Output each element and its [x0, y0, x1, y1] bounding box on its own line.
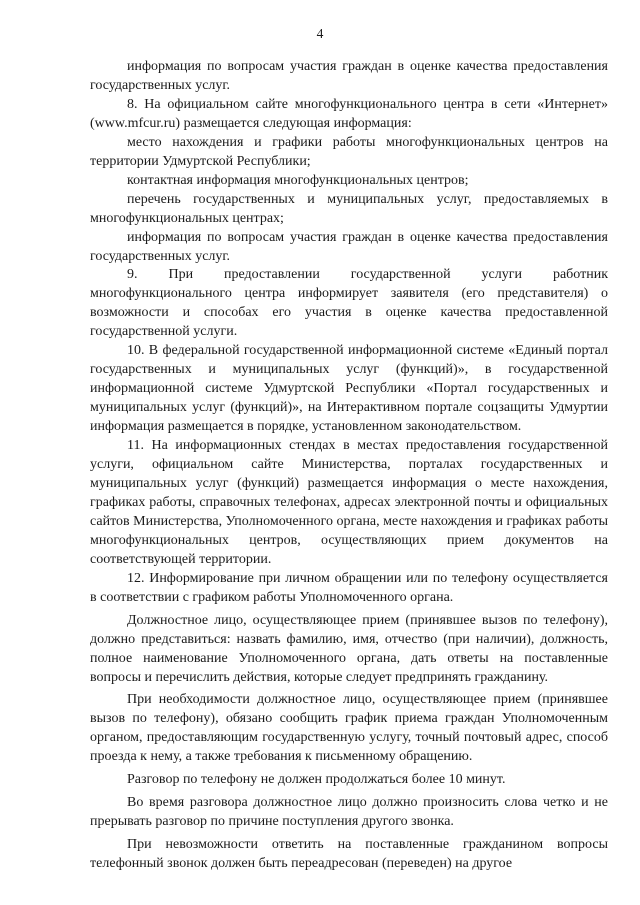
paragraph-item-12: 12. Информирование при личном обращении или по телефону осуществляется в соответствии с графиком работы Уполномоченного органа.: [90, 570, 608, 605]
paragraph-call-conduct: Во время разговора должностное лицо должно произносить слова четко и не прерывать разговор по причине поступления другого звонка.: [90, 795, 608, 830]
paragraph-services-list: перечень государственных и муниципальных услуг, предоставляемых в многофункциональных центрах;: [90, 191, 608, 226]
paragraph-info-quality-assessment: информация по вопросам участия граждан в оценке качества предоставления государственных услуг.: [90, 59, 608, 93]
paragraph-mfc-locations: место нахождения и графики работы многофункциональных центров на территории Удмуртской Республики;: [90, 134, 608, 169]
paragraph-mfc-quality-assessment: информация по вопросам участия граждан в оценке качества предоставления государственных услуг.: [90, 229, 608, 264]
paragraph-item-10: 10. В федеральной государственной информационной системе «Единый портал государственных и муниципальных услуг (функций)», в государственной информационной системе Удмуртской Республики «Портал государственных и муниципальных услуг (функций)», на Интерактивном портале соцзащиты Удмуртии информация размещается в порядке, установленном законодательством.: [90, 343, 608, 435]
paragraph-official-schedule: При необходимости должностное лицо, осуществляющее прием (принявшее вызов по телефону), обязано сообщить график приема граждан Уполномоченным органом, предоставляющим государственную услугу, точный почтовый адрес, способ проезда к нему, а также требования к письменному обращению.: [90, 692, 608, 765]
paragraph-item-8: 8. На официальном сайте многофункционального центра в сети «Интернет» (www.mfcur.ru) размещается следующая информация:: [90, 96, 608, 131]
document-body: [90, 58, 608, 874]
page-number: 4: [316, 26, 324, 41]
paragraph-call-redirect: При невозможности ответить на поставленные гражданином вопросы телефонный звонок должен быть переадресован (переведен) на другое: [90, 837, 608, 872]
paragraph-official-introduction: Должностное лицо, осуществляющее прием (принявшее вызов по телефону), должно представиться: назвать фамилию, имя, отчество (при наличии), должность, полное наименование Уполномоченного органа, дать ответы на поставленные вопросы и перечислить действия, которые следует предпринять гражданину.: [90, 612, 608, 685]
paragraph-call-duration: Разговор по телефону не должен продолжаться более 10 минут.: [127, 772, 506, 788]
paragraph-mfc-contacts: контактная информация многофункциональных центров;: [127, 172, 469, 188]
paragraph-item-9: 9. При предоставлении государственной услуги работник многофункционального центра информирует заявителя (его представителя) о возможности и способах его участия в оценке качества предоставленной государственной услуги.: [90, 267, 608, 340]
paragraph-item-11: 11. На информационных стендах в местах предоставления государственной услуги, официальном сайте Министерства, порталах государственных и муниципальных услуг (функций) размещается информация о месте нахождения, графиках работы, справочных телефонах, адресах электронной почты и официальных сайтов Министерства, Уполномоченного органа, месте нахождения и графиках работы многофункциональных центров, осуществляющих прием документов на соответствующей территории.: [90, 438, 608, 567]
